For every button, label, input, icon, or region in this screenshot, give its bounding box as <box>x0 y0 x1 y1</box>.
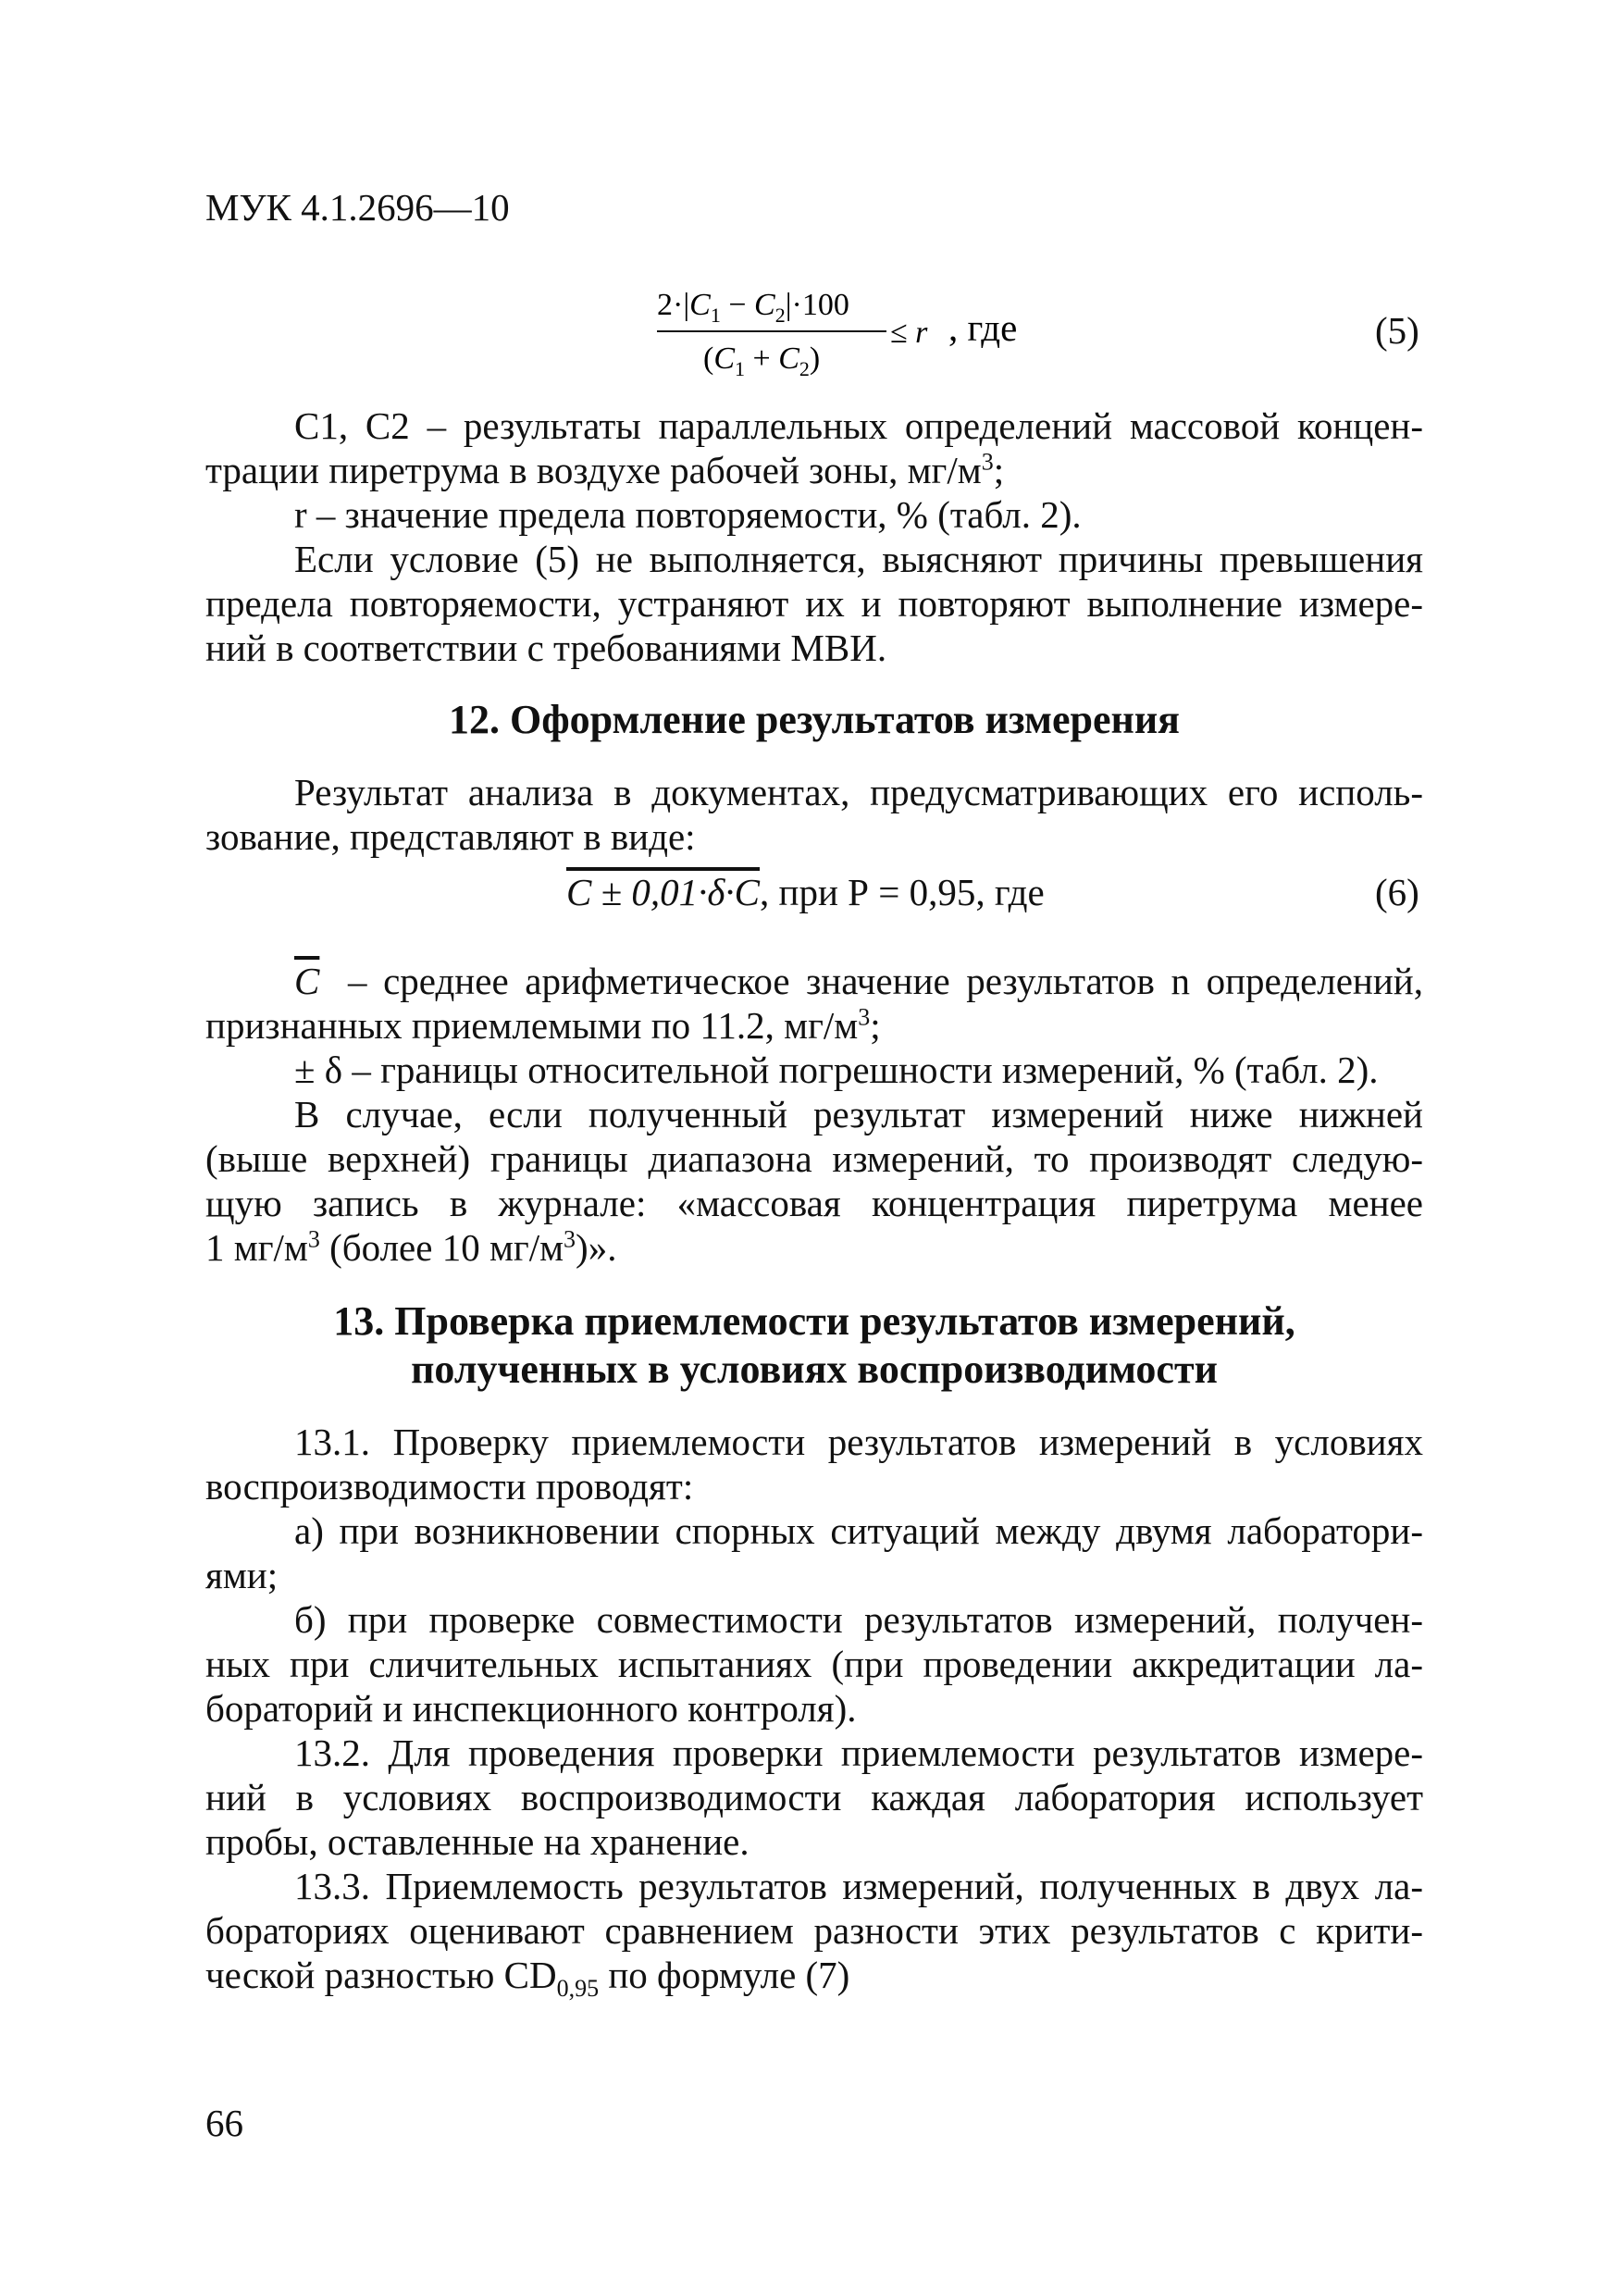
para4-line2: зование, представляют в виде: <box>205 815 696 858</box>
para3-line2: предела повторяемости, устраняют их и повторяют выполнение измере- <box>205 582 1423 625</box>
formula-5-rhs: ≤ r <box>890 316 928 350</box>
pb-line2: ных при сличительных испытаниях (при проведении аккредитации ла- <box>205 1643 1423 1685</box>
para6: ± δ – границы относительной погрешности измерений, % (табл. 2). <box>294 1049 1379 1091</box>
p133-line1: 13.3. Приемлемость результатов измерений, полученных в двух ла- <box>294 1865 1423 1907</box>
formula-5-number: (5) <box>1375 309 1419 352</box>
c-bar-symbol: $\overline{C}$ <box>294 960 320 1002</box>
p133-line2: бораториях оценивают сравнением разности этих результатов с крити- <box>205 1909 1423 1952</box>
document-header: МУК 4.1.2696—10 <box>205 186 510 229</box>
para2: r – значение предела повторяемости, % (табл. 2). <box>294 493 1082 536</box>
para7-line4: 1 $мг/м^3$ (более 10 $мг/м^3$)». <box>205 1225 617 1269</box>
section-13-title-line1: 13. Проверка приемлемости результатов измерений, <box>333 1298 1295 1344</box>
para5-line2: признанных приемлемыми по 11.2, $мг/м^3$; <box>205 1003 881 1047</box>
formula-5-numerator: $2\cdot|C_1 - C_2|\cdot 100$ <box>657 288 849 327</box>
pb-line1: б) при проверке совместимости результатов измерений, получен- <box>294 1598 1423 1641</box>
formula-6 <box>566 870 1045 914</box>
section-13-title-line2: полученных в условиях воспроизводимости <box>411 1347 1218 1392</box>
para3-line3: ний в соответствии с требованиями МВИ. <box>205 627 887 669</box>
formula-5-svg <box>648 278 1295 389</box>
formula-5-tail: , где <box>948 306 1018 349</box>
para5-line1: – среднее арифметическое значение результатов n определений, <box>348 960 1423 1002</box>
para7-line1: В случае, если полученный результат измерений ниже нижней <box>294 1093 1423 1136</box>
para3-line1: Если условие (5) не выполняется, выясняют причины превышения <box>294 538 1423 580</box>
para7-line2: (выше верхней) границы диапазона измерений, то производят следую- <box>205 1137 1423 1180</box>
para4-line1: Результат анализа в документах, предусматривающих его исполь- <box>294 771 1423 813</box>
formula-6-tail: , при Р = 0,95, где <box>760 871 1045 913</box>
formula-5-denominator: $(C_1 + C_2)$ <box>703 341 821 380</box>
p131-line2: воспроизводимости проводят: <box>205 1465 694 1508</box>
p132-line3: пробы, оставленные на хранение. <box>205 1820 750 1863</box>
pa-line2: ями; <box>205 1554 279 1596</box>
formula-6-number: (6) <box>1375 871 1419 913</box>
formula-6-expr: C ± 0,01·δ·C <box>566 871 761 913</box>
para7-line3: щую запись в журнале: «массовая концентрация пиретрума менее <box>205 1182 1423 1224</box>
p132-line2: ний в условиях воспроизводимости каждая лаборатория использует <box>205 1776 1423 1818</box>
pa-line1: а) при возникновении спорных ситуаций между двумя лаборатори- <box>294 1509 1423 1552</box>
p131-line1: 13.1. Проверку приемлемости результатов измерений в условиях <box>294 1421 1423 1463</box>
page-number: 66 <box>205 2102 243 2144</box>
para1-line2: трации пиретрума в воздухе рабочей зоны, $мг/м^3$; <box>205 448 1005 491</box>
section-12-title: 12. Оформление результатов измерения <box>449 697 1180 742</box>
p132-line1: 13.2. Для проведения проверки приемлемости результатов измере- <box>294 1731 1423 1774</box>
formula-5 <box>648 278 1295 389</box>
para1-line1: C1, C2 – результаты параллельных определений массовой концен- <box>294 404 1423 447</box>
pb-line3: бораторий и инспекционного контроля). <box>205 1687 857 1730</box>
p133-line3: ческой разностью $CD_{0,95}$ по формуле (7) <box>205 1954 850 2003</box>
